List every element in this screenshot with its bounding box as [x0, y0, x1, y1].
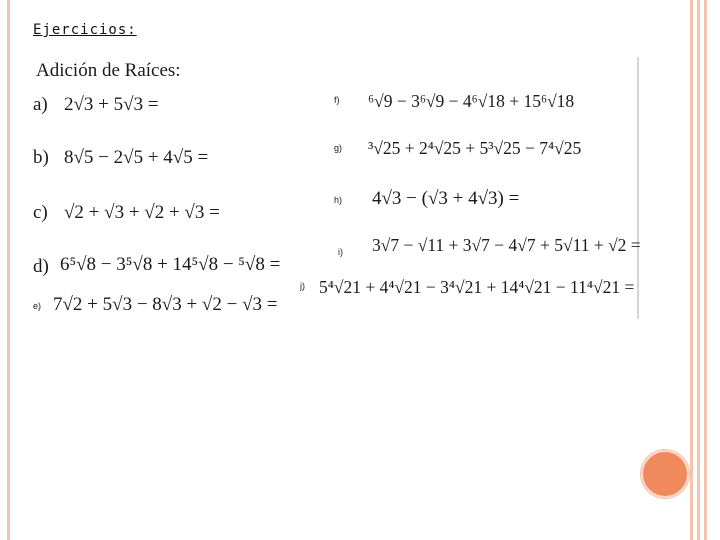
left-frame-line — [7, 0, 10, 540]
exercise-expression: ⁶√9 − 3⁶√9 − 4⁶√18 + 15⁶√18 — [368, 91, 575, 111]
exercise-letter: e) — [33, 301, 42, 311]
exercise-expression: 5⁴√21 + 4⁴√21 − 3⁴√21 + 14⁴√21 − 11⁴√21 = — [319, 277, 635, 297]
exercise-letter: f) — [334, 95, 340, 105]
exercise-letter: b) — [33, 147, 49, 168]
exercise-letter: i) — [338, 247, 343, 257]
right-frame-line-1 — [690, 0, 693, 540]
exercise-expression: 6⁵√8 − 3⁵√8 + 14⁵√8 − ⁵√8 = — [60, 254, 281, 275]
exercise-letter: j) — [300, 281, 305, 291]
exercise-letter: g) — [334, 143, 343, 153]
exercise-expression: 8√5 − 2√5 + 4√5 = — [64, 147, 209, 168]
exercise-expression: 7√2 + 5√3 − 8√3 + √2 − √3 = — [53, 294, 278, 315]
exercise-expression: 3√7 − √11 + 3√7 − 4√7 + 5√11 + √2 = — [372, 235, 641, 255]
exercise-letter: a) — [33, 94, 48, 115]
worksheet-right-edge — [637, 57, 639, 319]
exercise-letter: c) — [33, 202, 48, 223]
decorative-circle — [641, 450, 689, 498]
exercise-letter: d) — [33, 256, 49, 277]
exercise-expression: 4√3 − (√3 + 4√3) = — [372, 188, 520, 209]
exercise-expression: 2√3 + 5√3 = — [64, 94, 159, 115]
slide-title: Ejercicios: — [33, 22, 137, 38]
right-frame-line-2 — [697, 0, 700, 540]
exercise-expression: √2 + √3 + √2 + √3 = — [64, 202, 220, 223]
worksheet-heading: Adición de Raíces: — [36, 60, 181, 81]
exercise-letter: h) — [334, 195, 343, 205]
exercise-expression: ³√25 + 2⁴√25 + 5³√25 − 7⁴√25 — [368, 138, 582, 158]
right-frame-line-3 — [704, 0, 707, 540]
